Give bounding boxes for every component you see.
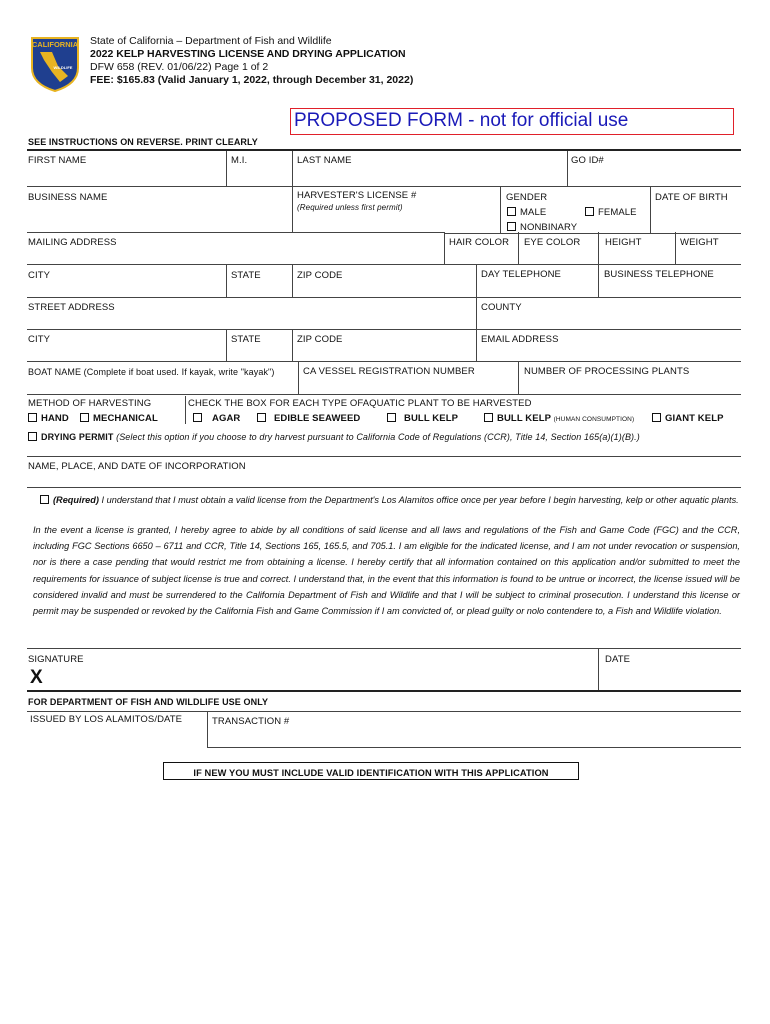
- id-requirement-text: IF NEW YOU MUST INCLUDE VALID IDENTIFICATION WITH THIS APPLICATION: [193, 768, 549, 778]
- bull-kelp-hc-label: BULL KELP: [497, 413, 551, 424]
- incorporation-label: NAME, PLACE, AND DATE OF INCORPORATION: [28, 461, 246, 472]
- bull-kelp-checkbox[interactable]: [387, 413, 396, 422]
- bull-kelp-hc-checkbox[interactable]: [484, 413, 493, 422]
- form-number: DFW 658 (REV. 01/06/22) Page 1 of 2: [90, 61, 269, 73]
- header-block: [90, 35, 413, 87]
- agar-option[interactable]: [193, 413, 240, 424]
- issued-by-label: ISSUED BY LOS ALAMITOS/DATE: [30, 714, 183, 725]
- required-tag: (Required): [53, 495, 99, 505]
- email-label: EMAIL ADDRESS: [481, 334, 559, 345]
- bull-kelp-label: BULL KELP: [404, 413, 459, 424]
- form-fee: FEE: $165.83 (Valid January 1, 2022, through December 31, 2022): [90, 74, 414, 86]
- giant-kelp-label: GIANT KELP: [665, 413, 724, 424]
- drying-permit-checkbox[interactable]: [28, 432, 37, 441]
- agar-label: AGAR: [212, 413, 241, 424]
- day-phone-label: DAY TELEPHONE: [481, 269, 561, 280]
- male-label: MALE: [520, 207, 547, 218]
- male-checkbox[interactable]: [507, 207, 516, 216]
- harvester-note: (Required unless first permit): [297, 203, 403, 212]
- edible-seaweed-option[interactable]: [257, 413, 360, 424]
- business-name-label: BUSINESS NAME: [28, 192, 108, 203]
- gender-label: GENDER: [506, 192, 548, 203]
- state-label: STATE: [231, 270, 261, 281]
- logo-bottom-text: WILDLIFE: [53, 65, 73, 70]
- signature-x-mark: X: [30, 667, 43, 688]
- giant-kelp-checkbox[interactable]: [652, 413, 661, 422]
- state2-label: STATE: [231, 334, 261, 345]
- gender-nonbinary-option[interactable]: [507, 222, 577, 233]
- mi-label: M.I.: [231, 155, 248, 166]
- agreement-paragraph: In the event a license is granted, I hereby agree to abide by all conditions of said license and all laws and regulations of the Fish and Game Code (FGC) and the CCR, including FGC Sections 6650 – 6711 and CCR, Title 14, Sections 165, 165.5, and 705.1. I am eligible for the indicated license, and I am not under revocation or suspension, nor is there a case pending that would restrict me from obtaining a license. I hereby certify that all information contained on this application and/or submitted to meet the requirements for issuance of subject license is true and correct. I understand that, in the event that this information is found to be untrue or incorrect, the license issued will be considered invalid and must be surrendered to the California Department of Fish and Wildlife and that I will be subject to criminal prosecution. I understand this license or permit may be suspended or revoked by the California Fish and Game Commission if I am convicted of, or plead guilty or nolo contendere to, a Fish and Wildlife violation.: [33, 525, 740, 617]
- vessel-reg-label: CA VESSEL REGISTRATION NUMBER: [303, 366, 475, 377]
- harvester-license-label: HARVESTER'S LICENSE #: [297, 190, 417, 201]
- hand-label: HAND: [41, 413, 69, 424]
- stamp-text: PROPOSED FORM - not for official use: [294, 110, 629, 131]
- gender-female-option[interactable]: [585, 207, 637, 218]
- last-name-label: LAST NAME: [297, 155, 352, 166]
- dob-label: DATE OF BIRTH: [655, 192, 728, 203]
- transaction-label: TRANSACTION #: [212, 716, 290, 727]
- instructions: SEE INSTRUCTIONS ON REVERSE. PRINT CLEARLY: [28, 137, 258, 147]
- signature-label: SIGNATURE: [28, 654, 84, 665]
- edible-seaweed-checkbox[interactable]: [257, 413, 266, 422]
- mailing-address-label: MAILING ADDRESS: [28, 237, 117, 248]
- agency-name: State of California – Department of Fish and Wildlife: [90, 35, 332, 47]
- height-label: HEIGHT: [605, 237, 642, 248]
- street-address-label: STREET ADDRESS: [28, 302, 115, 313]
- agar-checkbox[interactable]: [193, 413, 202, 422]
- office-use-title: FOR DEPARTMENT OF FISH AND WILDLIFE USE ONLY: [28, 697, 269, 707]
- plant-types-label: CHECK THE BOX FOR EACH TYPE OFAQUATIC PLANT TO BE HARVESTED: [188, 398, 532, 409]
- boat-name-label: BOAT NAME (Complete if boat used. If kayak, write "kayak"): [28, 367, 275, 377]
- nonbinary-label: NONBINARY: [520, 222, 578, 233]
- hand-option[interactable]: [28, 413, 69, 424]
- form-title: 2022 KELP HARVESTING LICENSE AND DRYING APPLICATION: [90, 48, 406, 60]
- giant-kelp-option[interactable]: [652, 413, 724, 424]
- hair-color-label: HAIR COLOR: [449, 237, 510, 248]
- zip-label: ZIP CODE: [297, 270, 343, 281]
- business-phone-label: BUSINESS TELEPHONE: [604, 269, 714, 280]
- eye-color-label: EYE COLOR: [524, 237, 581, 248]
- bull-kelp-option[interactable]: [387, 413, 458, 424]
- weight-label: WEIGHT: [680, 237, 719, 248]
- gender-male-option[interactable]: [507, 207, 546, 218]
- proposed-form-stamp: [290, 108, 734, 135]
- mechanical-label: MECHANICAL: [93, 413, 158, 424]
- logo-top-text: CALIFORNIA: [31, 40, 79, 49]
- cdfw-logo: [30, 36, 80, 92]
- zip2-label: ZIP CODE: [297, 334, 343, 345]
- drying-permit-note: (Select this option if you choose to dry harvest pursuant to California Code of Regulations (CCR), Title 14, Section 165(a)(1)(B).): [116, 432, 640, 442]
- required-checkbox[interactable]: [40, 495, 49, 504]
- method-label: METHOD OF HARVESTING: [28, 398, 152, 409]
- drying-permit-label: DRYING PERMIT: [41, 432, 114, 442]
- mechanical-option[interactable]: [80, 413, 158, 424]
- city-label: CITY: [28, 270, 51, 281]
- signature-date-label: DATE: [605, 654, 631, 665]
- id-requirement-notice: [163, 762, 579, 780]
- signature-field[interactable]: [60, 664, 590, 688]
- county-label: COUNTY: [481, 302, 522, 313]
- edible-seaweed-label: EDIBLE SEAWEED: [274, 413, 361, 424]
- processing-plants-label: NUMBER OF PROCESSING PLANTS: [524, 366, 690, 377]
- required-text: I understand that I must obtain a valid license from the Department's Los Alamitos office once per year before I begin harvesting, kelp or other aquatic plants.: [101, 495, 739, 505]
- female-label: FEMALE: [598, 207, 637, 218]
- hand-checkbox[interactable]: [28, 413, 37, 422]
- drying-permit-option[interactable]: [28, 432, 640, 442]
- city2-label: CITY: [28, 334, 51, 345]
- female-checkbox[interactable]: [585, 207, 594, 216]
- go-id-label: GO ID#: [571, 155, 604, 166]
- mechanical-checkbox[interactable]: [80, 413, 89, 422]
- bull-kelp-hc-note: (HUMAN CONSUMPTION): [553, 416, 635, 423]
- first-name-label: FIRST NAME: [28, 155, 87, 166]
- required-acknowledgement: [28, 493, 742, 507]
- nonbinary-checkbox[interactable]: [507, 222, 516, 231]
- bull-kelp-hc-option[interactable]: [484, 413, 634, 424]
